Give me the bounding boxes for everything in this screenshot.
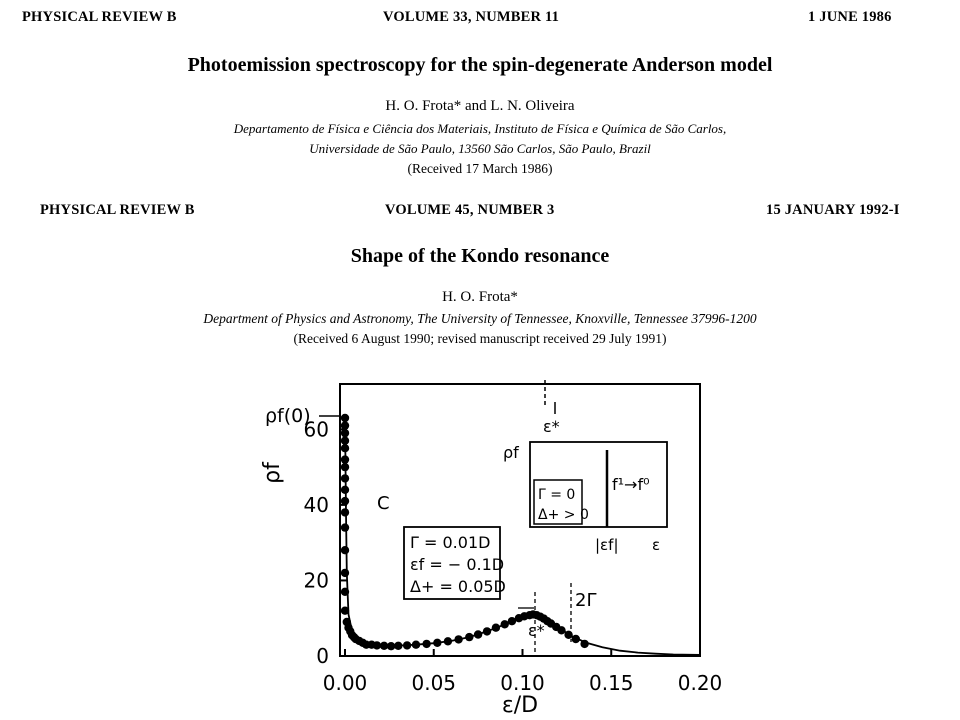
- data-point: [454, 635, 462, 643]
- peak-label: ρf(0): [265, 405, 311, 427]
- inset-rho-label: ρf: [503, 443, 519, 462]
- data-point: [465, 633, 473, 641]
- data-point: [433, 639, 441, 647]
- y-tick-label: 20: [303, 568, 329, 593]
- inset-ef-abs: |εf|: [595, 536, 619, 554]
- data-point: [483, 627, 491, 635]
- param-gamma: Γ = 0.01D: [410, 533, 491, 552]
- data-point: [341, 455, 349, 463]
- affiliation-line: Universidade de São Paulo, 13560 São Carlos, São Paulo, Brazil: [309, 141, 651, 156]
- data-point: [341, 421, 349, 429]
- x-tick-label: 0.15: [588, 671, 634, 695]
- data-point: [557, 626, 565, 634]
- two-gamma-label: 2Γ: [575, 590, 597, 611]
- volume-number: VOLUME 33, NUMBER 11: [383, 9, 560, 25]
- data-point: [341, 546, 349, 554]
- y-tick-label: 60: [303, 417, 329, 442]
- data-point: [341, 437, 349, 445]
- y-axis-label: ρf: [260, 462, 285, 484]
- data-point: [341, 463, 349, 471]
- data-point: [341, 474, 349, 482]
- inset-gamma: Γ = 0: [538, 487, 576, 503]
- data-point: [341, 523, 349, 531]
- data-point: [422, 640, 430, 648]
- journal-name: PHYSICAL REVIEW B: [40, 202, 195, 218]
- data-point: [341, 497, 349, 505]
- paper-title: Shape of the Kondo resonance: [350, 245, 610, 267]
- publication-date: 1 JUNE 1986: [808, 9, 892, 25]
- y-tick-label: 40: [303, 492, 329, 517]
- paper-title: Photoemission spectroscopy for the spin-degenerate Anderson model: [187, 54, 773, 76]
- data-point: [444, 637, 452, 645]
- affiliation-line: Department of Physics and Astronomy, The University of Tennessee, Knoxville, Tennessee 37996-1200: [203, 311, 757, 326]
- data-point: [580, 640, 588, 648]
- kondo-resonance-figure: [255, 380, 725, 720]
- inset-eps: ε: [652, 536, 661, 554]
- data-point: [492, 624, 500, 632]
- panel-label: C: [377, 493, 390, 514]
- data-point: [341, 588, 349, 596]
- data-point: [341, 444, 349, 452]
- x-tick-label: 0.20: [677, 671, 723, 695]
- affiliation-line: Departamento de Física e Ciência dos Materiais, Instituto de Física e Química de São Carlos,: [233, 121, 727, 136]
- data-point: [412, 641, 420, 649]
- x-axis-label: ε/D: [501, 693, 539, 718]
- inset-delta: Δ+ > 0: [538, 507, 589, 523]
- volume-number: VOLUME 45, NUMBER 3: [385, 202, 555, 218]
- y-tick-label: 0: [316, 644, 329, 668]
- data-point: [387, 642, 395, 650]
- param-ef: εf = − 0.1D: [410, 555, 505, 574]
- data-point: [403, 641, 411, 649]
- data-point: [572, 635, 580, 643]
- eps-star-top-label: ε*: [543, 417, 560, 436]
- data-point: [373, 641, 381, 649]
- publication-date: 15 JANUARY 1992-I: [766, 202, 900, 218]
- x-tick-label: 0.05: [411, 671, 457, 695]
- data-point: [341, 429, 349, 437]
- data-point: [341, 508, 349, 516]
- received-date: (Received 6 August 1990; revised manuscript received 29 July 1991): [293, 331, 667, 346]
- received-date: (Received 17 March 1986): [407, 161, 553, 176]
- data-point: [341, 569, 349, 577]
- data-point: [501, 620, 509, 628]
- author-line: H. O. Frota* and L. N. Oliveira: [385, 98, 575, 114]
- journal-name: PHYSICAL REVIEW B: [22, 9, 177, 25]
- data-point: [394, 642, 402, 650]
- data-point: [474, 630, 482, 638]
- inset-transition-label: f¹→f⁰: [612, 475, 650, 494]
- param-delta: Δ+ = 0.05D: [410, 577, 506, 596]
- data-point: [341, 414, 349, 422]
- x-tick-label: 0.00: [322, 671, 368, 695]
- data-point: [341, 486, 349, 494]
- eps-star-peak-label: ε*: [528, 621, 545, 640]
- author-line: H. O. Frota*: [442, 289, 518, 305]
- x-tick-label: 0.10: [500, 671, 545, 695]
- data-point: [341, 607, 349, 615]
